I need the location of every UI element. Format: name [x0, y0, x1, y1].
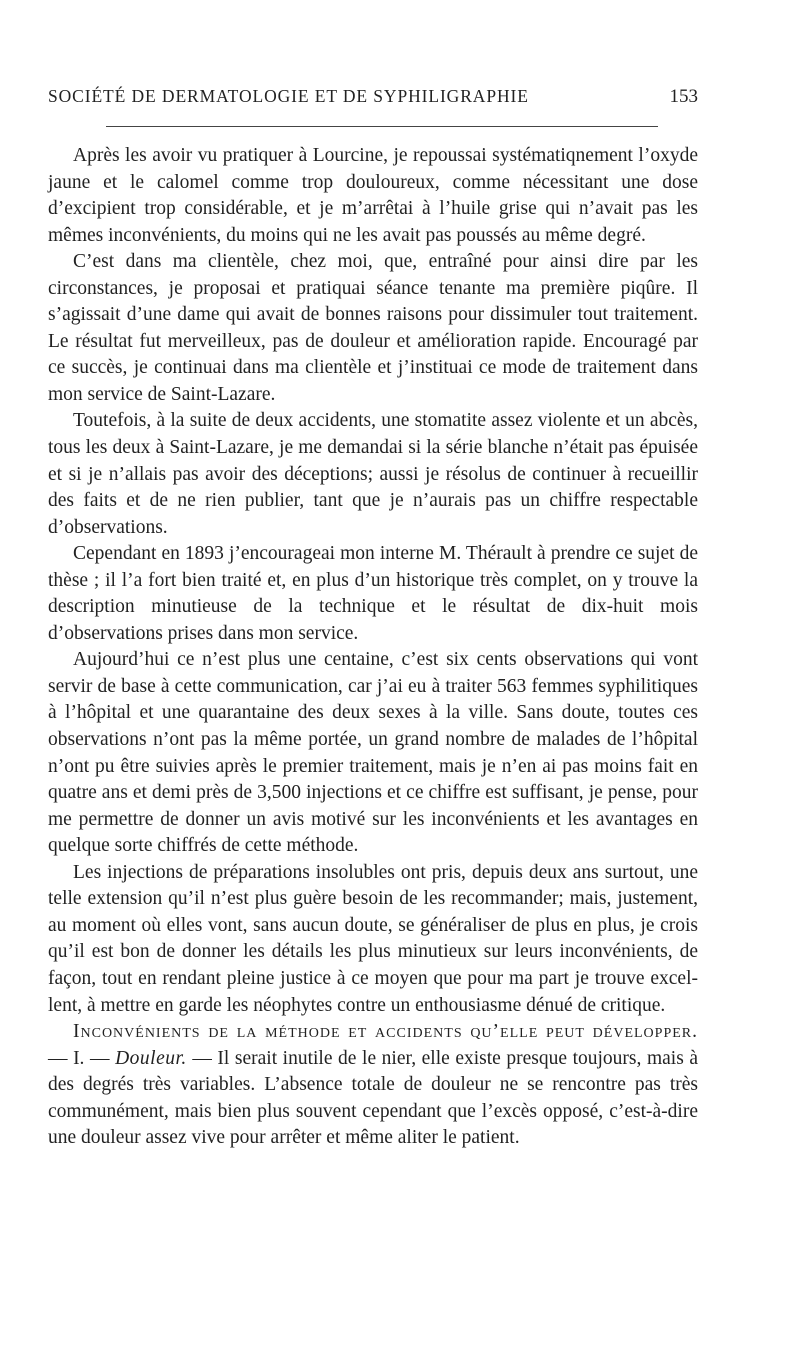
running-head [48, 86, 698, 108]
body-text [48, 143, 698, 1152]
header-rule [106, 126, 658, 127]
paragraph: Cependant en 1893 j’encourageai mon interne M. Thérault à prendre ce sujet de thèse ; il l’a fort bien traité et, en plus d’un historique très complet, on y trouve la description minutieuse de la technique et le résultat de dix-huit mois d’observations prises dans mon service. [48, 543, 698, 644]
section-subheading: Douleur. [115, 1047, 187, 1069]
paragraph: Aujourd’hui ce n’est plus une centaine, c’est six cents observations qui vont servir de base à cette communication, car j’ai eu à traiter 563 femmes syphilitiques à l’hôpital et une quarantaine des deux sexes à la ville. Sans doute, toutes ces observations n’ont pas la même portée, un grand nombre de malades de l’hôpital n’ont pu être suivies après le premier traitement, mais je n’en ai pas moins fait en quatre ans et demi près de 3,500 injections et ce chiffre est suffisant, je pense, pour me permettre de donner un avis motivé sur les inconvénients et les avantages en quelque sorte chiffrés de cette méthode. [48, 649, 698, 857]
page-number: 153 [669, 86, 698, 107]
section-numeral: — I. — [48, 1047, 116, 1069]
paragraph: Les injections de préparations insolubles ont pris, depuis deux ans surtout, une telle extension qu’il n’est plus guère besoin de les recommander; mais, justement, au moment où elles vont, sans aucun doute, se généraliser de plus en plus, je crois qu’il est bon de donner les détails les plus minutieux sur leurs inconvénients, de façon, tout en rendant pleine justice à ce moyen que pour ma part je trouve excellent, à mettre en garde les néophytes contre un enthousiasme dénué de critique. [48, 861, 698, 1016]
paragraph: Toutefois, à la suite de deux accidents, une stomatite assez violente et un abcès, tous les deux à Saint-Lazare, je me demandai si la série blanche n’était pas épuisée et si je n’allais pas avoir des déceptions; aussi je résolus de continuer à recueillir des faits et de ne rien publier, tant que je n’aurais pas un chiffre respectable d’observations. [48, 410, 698, 538]
section-heading: Inconvénients de la méthode et accidents qu’elle peut développer. [73, 1021, 698, 1043]
paragraph: C’est dans ma clientèle, chez moi, que, entraîné pour ainsi dire par les circonstances, je proposai et pratiquai séance tenante ma première piqûre. Il s’agissait d’une dame qui avait de bonnes raisons pour dissimuler tout traitement. Le résultat fut merveilleux, pas de douleur et amélioration rapide. Encouragé par ce succès, je continuai dans ma clientèle et j’instituai ce mode de traitement dans mon service de Saint-Lazare. [48, 251, 698, 405]
running-head-title: SOCIÉTÉ DE DERMATOLOGIE ET DE SYPHILIGRAPHIE [48, 86, 529, 106]
section-paragraph [48, 1019, 698, 1152]
section-text: — Il serait inutile de le nier, elle existe presque toujours, mais à des degrés très variables. L’absence totale de douleur ne se rencontre pas très communément, mais bien plus souvent cependant que l’excès opposé, c’est-à-dire une douleur assez vive pour arrêter et même aliter le patient. [48, 1047, 698, 1149]
paragraph: Après les avoir vu pratiquer à Lourcine, je repoussai systématiqnement l’oxyde jaune et le calomel comme trop douloureux, comme nécessitant une dose d’excipient trop considérable, et je m’arrêtai à l’huile grise qui n’avait pas les mêmes inconvénients, du moins qui ne les avait pas poussés au même degré. [48, 145, 698, 246]
